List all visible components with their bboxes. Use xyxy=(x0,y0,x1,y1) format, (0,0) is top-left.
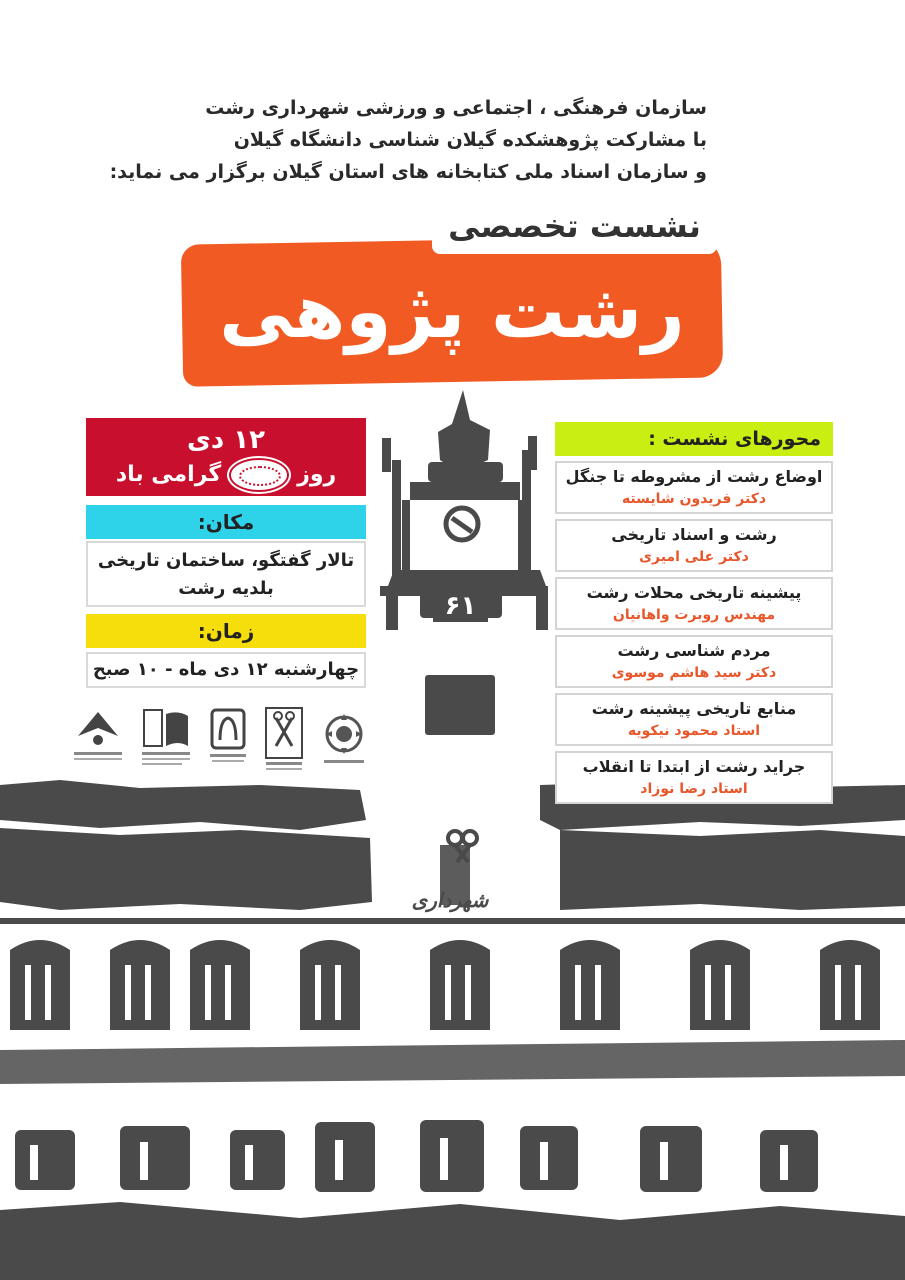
intro-line-3: و سازمان اسناد ملی کتابخانه های استان گیلان برگزار می نماید: xyxy=(109,161,707,183)
topic-item xyxy=(555,461,833,514)
event-title: رشت پژوهی xyxy=(219,269,685,355)
topic-speaker: دکتر فریدون شایسته xyxy=(621,491,767,507)
cultural-organization-logo-icon xyxy=(70,706,126,776)
topic-title: جراید رشت از ابتدا تا انقلاب xyxy=(582,757,806,776)
intro-text xyxy=(109,92,707,188)
topic-item xyxy=(555,519,833,572)
building-sign: شهرداری xyxy=(411,888,489,912)
place-box xyxy=(86,541,366,607)
day-number: ۱۲ دی xyxy=(187,425,265,455)
university-logo-icon xyxy=(206,706,250,776)
place-label: مکان: xyxy=(86,505,366,539)
topic-speaker: استاد رضا نوزاد xyxy=(640,781,748,797)
topic-title: مردم شناسی رشت xyxy=(617,641,771,660)
topic-title: منابع تاریخی پیشینه رشت xyxy=(591,699,797,718)
intro-line-2: با مشارکت پژوهشکده گیلان شناسی دانشگاه گیلان xyxy=(233,129,707,151)
topic-item xyxy=(555,577,833,630)
topic-item xyxy=(555,751,833,804)
topic-speaker: دکتر علی امیری xyxy=(639,549,749,565)
day-prefix: روز xyxy=(297,462,337,487)
day-banner xyxy=(86,418,366,496)
clock-digits: ۶۱ xyxy=(433,590,488,622)
topic-title: اوضاع رشت از مشروطه تا جنگل xyxy=(565,467,823,486)
day-line xyxy=(86,458,366,492)
municipality-logo-icon xyxy=(318,706,370,776)
topic-item xyxy=(555,635,833,688)
topic-title: پیشینه تاریخی محلات رشت xyxy=(586,583,802,602)
place-line-2: بلدیه رشت xyxy=(178,578,274,599)
rasht-seal-icon xyxy=(229,458,289,492)
topics-header: محورهای نشست : xyxy=(555,422,833,456)
time-label: زمان: xyxy=(86,614,366,648)
topic-speaker: دکتر سید هاشم موسوی xyxy=(611,665,777,681)
topic-item xyxy=(555,693,833,746)
sponsor-logos xyxy=(70,706,370,776)
day-suffix: گرامی باد xyxy=(115,462,222,487)
topic-speaker: مهندس روبرت واهانیان xyxy=(612,607,776,623)
place-line-1: تالار گفتگو، ساختمان تاریخی xyxy=(97,550,355,571)
national-library-logo-icon xyxy=(138,706,194,776)
intro-line-1: سازمان فرهنگی ، اجتماعی و ورزشی شهرداری رشت xyxy=(205,97,707,119)
topics-list xyxy=(555,422,833,804)
time-value: چهارشنبه ۱۲ دی ماه - ۱۰ صبح xyxy=(86,652,366,688)
archives-logo-icon xyxy=(262,706,306,776)
event-subtitle: نشست تخصصی xyxy=(432,198,717,254)
topic-speaker: استاد محمود نیکویه xyxy=(627,723,761,739)
topic-title: رشت و اسناد تاریخی xyxy=(611,525,777,544)
